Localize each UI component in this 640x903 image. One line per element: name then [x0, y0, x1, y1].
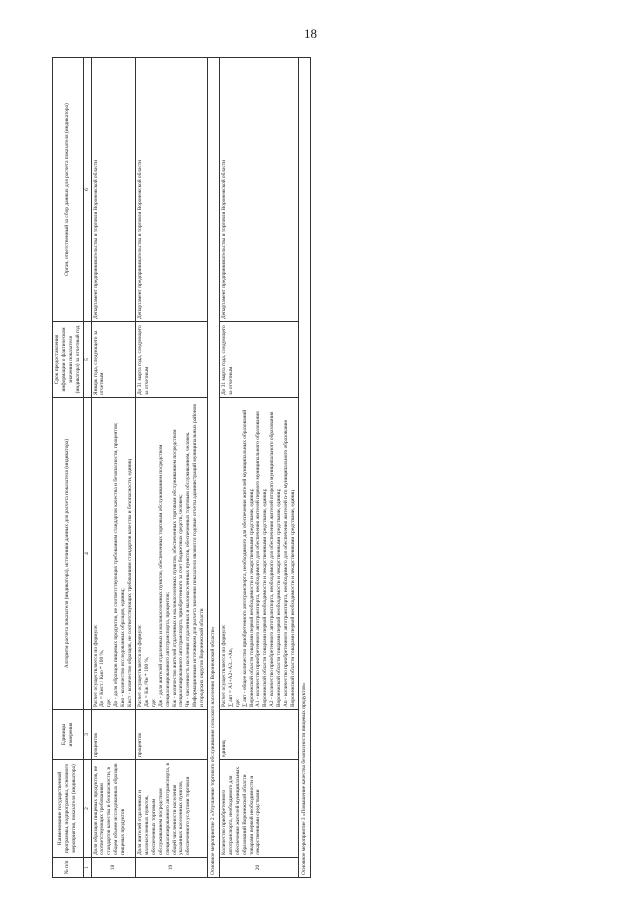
header-unit: Единицы измерения: [53, 710, 84, 760]
org-cell: Департамент предпринимательства и торговли Воронежской области: [135, 58, 207, 322]
col-index: 6: [83, 58, 91, 322]
algorithm-line: Дж - доля жителей отдаленных и малонаселенных пунктов, обеспеченных торговым обслуживанием посредством специализированного автотранспорта, процентов;: [157, 444, 171, 707]
row-number: 20: [219, 858, 298, 878]
header-num: № п/п: [53, 858, 84, 878]
rotated-table-container: [52, 58, 552, 878]
algorithm-line: где:: [234, 698, 241, 707]
indicator-name: Количество приобретенного автотранспорта, необходимого для обеспечения жителей муниципальных образований Воронежской области товарами первой необходимости и лекарственными средствами: [219, 760, 298, 858]
unit-cell: процентов: [135, 710, 207, 760]
algorithm-line: Расчет осуществляется по формуле:: [220, 624, 227, 707]
algorithm-cell: [91, 398, 135, 710]
formula-line: ∑ авт = А1+А2+А3...+Аn,: [227, 648, 234, 707]
algorithm-line: где:: [150, 698, 157, 707]
header-org: Орган, ответственный за сбор данных для расчета показателя (индикатора): [53, 58, 84, 322]
algorithm-line: Дo - доля образцов пищевых продуктов, не соответствующих требованиям стандартов качества и безопасности, процентов;: [113, 422, 120, 707]
unit-cell: процентов: [91, 710, 135, 760]
col-index: 1: [83, 858, 91, 878]
table-row: [135, 58, 207, 878]
col-index: 5: [83, 322, 91, 398]
algorithm-line: Расчет осуществляется по формуле:: [92, 624, 99, 707]
header-deadline: Срок предоставления информации о фактическом значении показателя (индикатора) за отчетный год: [53, 322, 84, 398]
table-row: [91, 58, 135, 878]
unit-cell: единиц: [219, 710, 298, 760]
org-cell: Департамент предпринимательства и торговли Воронежской области: [219, 58, 298, 322]
section-title: Основное мероприятие 2 «Улучшение торгового обслуживания сельского населения Воронежской области»: [208, 58, 220, 878]
header-row: [53, 58, 84, 878]
section-title: Основное мероприятие 3 «Повышение качества безопасности пищевых продуктов»: [298, 58, 310, 878]
algorithm-line: Информационным источником для расчета значения показателя являются годовые отчеты администраций муниципальных районов и городских округов Воронежской области: [192, 404, 206, 707]
algorithm-line: А2 - количество приобретенного автотранспорта, необходимого для обеспечения жителей второго муниципального образования Воронежской области товарами первой необходимости и лекарственными средствами, единиц;: [269, 411, 283, 707]
row-number: 19: [135, 858, 207, 878]
formula-line: Дж = Кж /Чн * 100 %,: [143, 656, 150, 707]
algorithm-line: Чн - численность населения отдаленных и малонаселенных пунктов, обеспеченных торговым обслуживанием, человек.: [185, 431, 192, 707]
algorithm-line: А1 - количество приобретенного автотранспорта, необходимого для обеспечения жителей первого муниципального образования Воронежской области товарами первой необходимости и лекарственными средствами, единиц;: [255, 411, 269, 707]
header-algorithm: Алгоритм расчета показателя (индикатора), источники данных для расчета показателя (индикатора): [53, 398, 84, 710]
page-number: 18: [304, 26, 317, 41]
formula-line: Дo = Кнст / Киo * 100 %,: [99, 649, 106, 707]
header-name: Наименование государственной программы, подпрограммы, основного мероприятия, показателя (индикатора): [53, 760, 84, 858]
deadline-cell: Январь года, следующего за отчетным: [91, 322, 135, 398]
table-row: [219, 58, 298, 878]
col-index: 4: [83, 398, 91, 710]
section-row: [298, 58, 310, 878]
algorithm-line: где:: [106, 698, 113, 707]
deadline-cell: До 31 марта года, следующего за отчетным: [219, 322, 298, 398]
algorithm-line: Киo - количество исследованных образцов, единиц;: [120, 588, 127, 707]
col-index: 3: [83, 710, 91, 760]
section-row: [208, 58, 220, 878]
algorithm-line: Кж - количество жителей отдаленных и малонаселенных пунктов, обеспеченных торговым обслуживанием посредством специализированного автотранспорта, приобретенного за счет бюджетных средств, человек;: [171, 429, 185, 707]
indicator-name: Доля жителей отдаленных и малонаселенных пунктов, обеспеченных торговым обслуживанием посредством специализированного автотранспорта, в общей численности населения указанных населенных пунктов, обеспеченного услугами торговли: [135, 760, 207, 858]
org-cell: Департамент предпринимательства и торговли Воронежской области: [91, 58, 135, 322]
col-index: 2: [83, 760, 91, 858]
algorithm-cell: [219, 398, 298, 710]
algorithm-line: ∑ авт - общее количество приобретенного автотранспорта, необходимого для обеспечения жителей муниципальных образований Воронежской области товарами первой необходимости и лекарственными средствами, единиц;: [241, 409, 255, 707]
column-index-row: [83, 58, 91, 878]
indicator-name: Доля образцов пищевых продуктов, не соответствующих требованиям стандартов качества и безопасности, в общем объеме исследованных образцов пищевых продуктов: [91, 760, 135, 858]
algorithm-line: Расчет осуществляется по формуле:: [136, 624, 143, 707]
row-number: 18: [91, 858, 135, 878]
algorithm-cell: [135, 398, 207, 710]
indicators-table: [52, 57, 311, 878]
deadline-cell: До 31 марта года, следующего за отчетным: [135, 322, 207, 398]
algorithm-line: Аn - количество приобретенного автотранспорта, необходимого для обеспечения жителей n-го муниципального образования Воронежской области товарами первой необходимости и лекарственными средствами, единиц: [283, 419, 296, 707]
algorithm-line: Кнст - количество образцов, не соответствующих требованиям стандартов качества и безопасности, единиц: [127, 458, 134, 707]
